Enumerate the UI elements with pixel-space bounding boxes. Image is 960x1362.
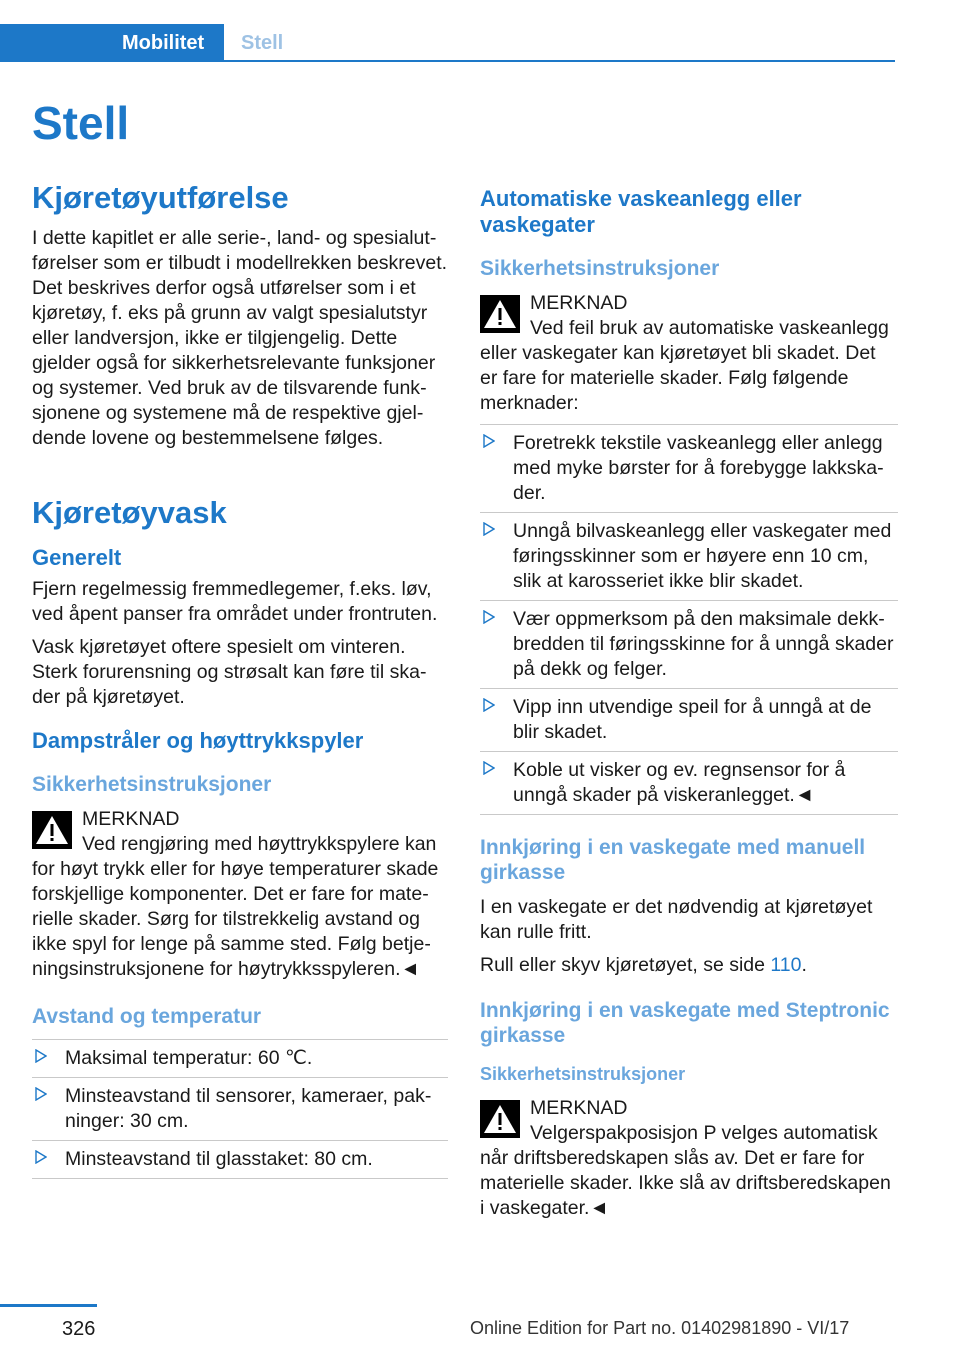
- subsection-title-sikkerhet-2: Sikkerhetsinstruksjoner: [480, 257, 720, 280]
- header-bar: [0, 0, 895, 62]
- warning-block: [480, 291, 898, 416]
- list-item: [480, 752, 898, 815]
- warning-block: [480, 1096, 898, 1221]
- list-item: [32, 1141, 448, 1179]
- tab-stell[interactable]: Stell: [241, 32, 284, 54]
- manuell-paragraph-1: I en vaskegate er det nødvendig at kjøretøyet kan rulle fritt.: [480, 896, 873, 943]
- triangle-bullet-icon: [483, 434, 495, 448]
- footer-rule: [0, 1304, 97, 1307]
- warning-text: Ved feil bruk av automatiske vaskeanlegg eller vaskegater kan kjøretøyet bli skadet. Det er fare for materielle skader. Følg følgende merknader:: [480, 317, 889, 414]
- warning-label: MERKNAD: [82, 808, 180, 830]
- avstand-list: [32, 1039, 448, 1179]
- warning-text: Ved rengjøring med høyttrykkspylere kan for høyt trykk eller for høye temperaturer skade forskjellige komponenter. Det er fare for materielle skader. Sørg for tilstrekkelig avstand og ikke spyl for lenge på samme sted. Følg betjeningsinstruksjonene for høytrykksspyleren.◄: [32, 833, 439, 980]
- tab-mobilitet[interactable]: Mobilitet: [122, 32, 205, 54]
- warning-triangle-icon: [480, 1100, 520, 1138]
- subsection-title-damp: Dampstråler og høyttrykkspyler: [32, 728, 364, 753]
- list-item: [480, 513, 898, 601]
- vaskeanlegg-list: [480, 424, 898, 815]
- list-item-text: Minsteavstand til sensorer, kameraer, pakninger: 30 cm.: [65, 1085, 432, 1132]
- triangle-bullet-icon: [483, 698, 495, 712]
- manuell-paragraph-2: [480, 953, 898, 978]
- section-title-kjoretoyvask: Kjøretøyvask: [32, 495, 227, 530]
- subsection-title-sikkerhet-3: Sikkerhetsinstruksjoner: [480, 1064, 686, 1084]
- list-item-text: Minsteavstand til glasstaket: 80 cm.: [65, 1148, 373, 1170]
- list-item-text: Koble ut visker og ev. regnsensor for å unngå skader på viskeranlegget.◄: [513, 759, 846, 806]
- subsection-title-avstand: Avstand og temperatur: [32, 1005, 262, 1028]
- list-item: [480, 425, 898, 513]
- warning-triangle-icon: [32, 811, 72, 849]
- warning-triangle-icon: [480, 295, 520, 333]
- list-item: [32, 1040, 448, 1078]
- warning-label: MERKNAD: [530, 1097, 628, 1119]
- list-item-text: Foretrekk tekstile vaskeanlegg eller anlegg med myke børster for å forebygge lakkskader.: [513, 432, 884, 504]
- list-item-text: Maksimal temperatur: 60 ℃.: [65, 1047, 313, 1069]
- list-item-text: Vipp inn utvendige speil for å unngå at de blir skadet.: [513, 696, 872, 743]
- left-column: [32, 180, 448, 1187]
- list-item-text: Unngå bilvaskeanlegg eller vaskegater med føringsskinner som er høyere enn 10 cm, slik at karosseriet ikke blir skadet.: [513, 520, 892, 592]
- subsection-title-generelt: Generelt: [32, 545, 122, 570]
- warning-text: Velgerspakposisjon P velges automatisk når driftsberedskapen slås av. Det er fare for materielle skader. Ikke slå av driftsberedskapen i vaskegater.◄: [480, 1122, 891, 1219]
- generelt-paragraph-2: Vask kjøretøyet oftere spesielt om vinteren. Sterk forurensning og strøsalt kan føre til skader på kjøretøyet.: [32, 636, 427, 708]
- manuell-p2-suffix: .: [801, 954, 807, 976]
- triangle-bullet-icon: [483, 761, 495, 775]
- subsection-title-manuell: Innkjøring i en vaskegate med manuell girkasse: [480, 836, 866, 884]
- page-number: 326: [62, 1318, 96, 1340]
- triangle-bullet-icon: [483, 522, 495, 536]
- section-title-kjoretoyutforelse: Kjøretøyutførelse: [32, 180, 289, 215]
- section-text-kjoretoyutforelse: I dette kapitlet er alle serie-, land- og spesialutførelser som er tilbudt i modellrekken beskrevet. Det beskrives derfor også utførelser som i et kjøretøy, f. eks på grunn av valgt spesialutstyr eller landversjon, ikke er tilgjengelig. Dette gjelder også for sikkerhetsrelevante funksjoner og systemer. Ved bruk av de tilsvarende funksjonene og systemene må de respektive gjeldende lovene og bestemmelsene følges.: [32, 227, 448, 449]
- page-link-110[interactable]: 110: [770, 954, 802, 976]
- subsection-title-steptronic: Innkjøring i en vaskegate med Steptronic girkasse: [480, 999, 890, 1047]
- right-column: [480, 186, 898, 1229]
- triangle-bullet-icon: [35, 1087, 47, 1101]
- list-item: [480, 601, 898, 689]
- triangle-bullet-icon: [35, 1150, 47, 1164]
- page-title: Stell: [32, 97, 130, 149]
- warning-block: [32, 807, 448, 982]
- list-item-text: Vær oppmerksom på den maksimale dekkbredden til føringsskinne for å unngå skader på dekk og felger.: [513, 608, 894, 680]
- manuell-p2-prefix: Rull eller skyv kjøretøyet, se side: [480, 954, 771, 976]
- list-item: [32, 1078, 448, 1141]
- list-item: [480, 689, 898, 752]
- triangle-bullet-icon: [483, 610, 495, 624]
- triangle-bullet-icon: [35, 1049, 47, 1063]
- warning-label: MERKNAD: [530, 292, 628, 314]
- edition-text: Online Edition for Part no. 01402981890 - VI/17: [470, 1318, 850, 1338]
- subsection-title-sikkerhet: Sikkerhetsinstruksjoner: [32, 773, 272, 796]
- section-title-automatiske: Automatiske vaskeanlegg eller vaskegater: [480, 186, 802, 237]
- generelt-paragraph-1: Fjern regelmessig fremmedlegemer, f.eks. løv, ved åpent panser fra området under frontruten.: [32, 578, 438, 625]
